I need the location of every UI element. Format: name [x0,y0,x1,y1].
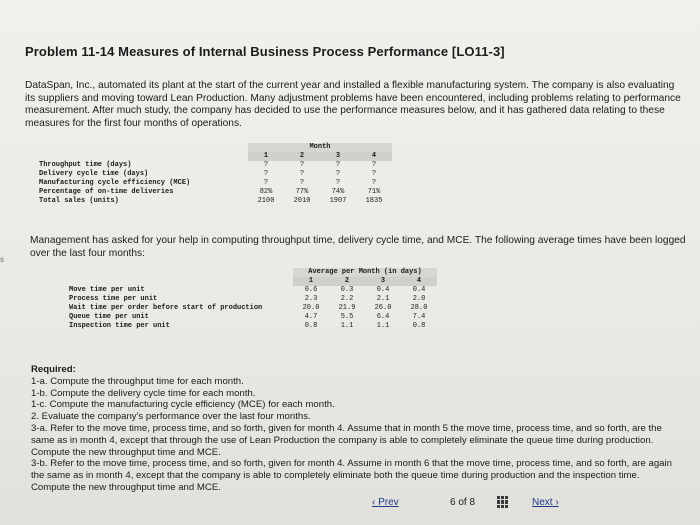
month-col: 4 [401,277,437,286]
performance-table [35,143,392,206]
required-item: 2. Evaluate the company's performance over the last four months. [31,411,311,423]
edge-mark: s [0,255,4,264]
table-row: Queue time per unit 4.7 5.5 6.4 7.4 [69,313,426,321]
grid-icon[interactable] [497,496,509,508]
table-row: Throughput time (days) ? ? ? ? [39,161,377,169]
month-col: 4 [356,152,392,161]
month-col: 1 [293,277,329,286]
middle-paragraph: Management has asked for your help in computing throughput time, delivery cycle time, and MCE. The following average times have been logged over the last four months: [30,235,686,259]
required-item: 3-a. Refer to the move time, process time, and so forth, given for month 4. Assume that in month 5 the move time, process time, and so forth, are the same as in month 4, except that through the use of Lean Production the company is able to completely eliminate the queue time during production. Compute the new throughput time and MCE. [31,422,662,458]
table-row: Process time per unit 2.3 2.2 2.1 2.0 [69,295,426,303]
month-col: 2 [329,277,365,286]
required-item: 3-b. Refer to the move time, process time, and so forth, given for month 4. Assume in month 6 that the move time, process time, and so forth, are again the same as in month 4, except that the company is able to completely eliminate both the queue time during production and the inspection time. Compute the new throughput time and MCE. [31,458,672,493]
average-header: Average per Month (in days) [293,268,437,277]
required-section [31,364,681,494]
required-item: 1-a. Compute the throughput time for each month. [31,375,244,387]
problem-title: Problem 11-14 Measures of Internal Business Process Performance [LO11-3] [25,44,505,59]
table-row: Inspection time per unit 0.8 1.1 1.1 0.8 [69,322,426,330]
average-times-table [65,268,437,331]
table-row: Manufacturing cycle efficiency (MCE) ? ? ? ? [39,179,377,187]
page-counter: 6 of 8 [450,497,476,508]
required-heading: Required: [31,364,76,375]
next-button[interactable]: Next › [532,497,559,508]
table-row: Delivery cycle time (days) ? ? ? ? [39,170,377,178]
month-col: 1 [248,152,284,161]
intro-paragraph: DataSpan, Inc., automated its plant at the start of the current year and installed a flexible manufacturing system. The company is also evaluating its suppliers and moving toward Lean Production. Many adjustment problems have been encountered, including problems relating to performance measurement. After much study, the company has decided to use the performance measures below, and it has gathered data relating to these measures for the first four months of operations. [25,80,681,129]
table-row: Percentage of on-time deliveries 82% 77% 74% 71% [39,188,381,196]
month-col: 3 [320,152,356,161]
table-row: Total sales (units) 2100 2010 1907 1835 [39,197,383,205]
month-col: 2 [284,152,320,161]
month-col: 3 [365,277,401,286]
table-row: Wait time per order before start of production 20.0 21.9 26.0 28.0 [69,304,428,312]
prev-button[interactable]: ‹ Prev [372,497,399,508]
table-row: Move time per unit 0.6 0.3 0.4 0.4 [69,286,426,294]
required-item: 1-c. Compute the manufacturing cycle efficiency (MCE) for each month. [31,399,335,411]
month-header: Month [248,143,392,152]
required-item: 1-b. Compute the delivery cycle time for each month. [31,387,256,399]
